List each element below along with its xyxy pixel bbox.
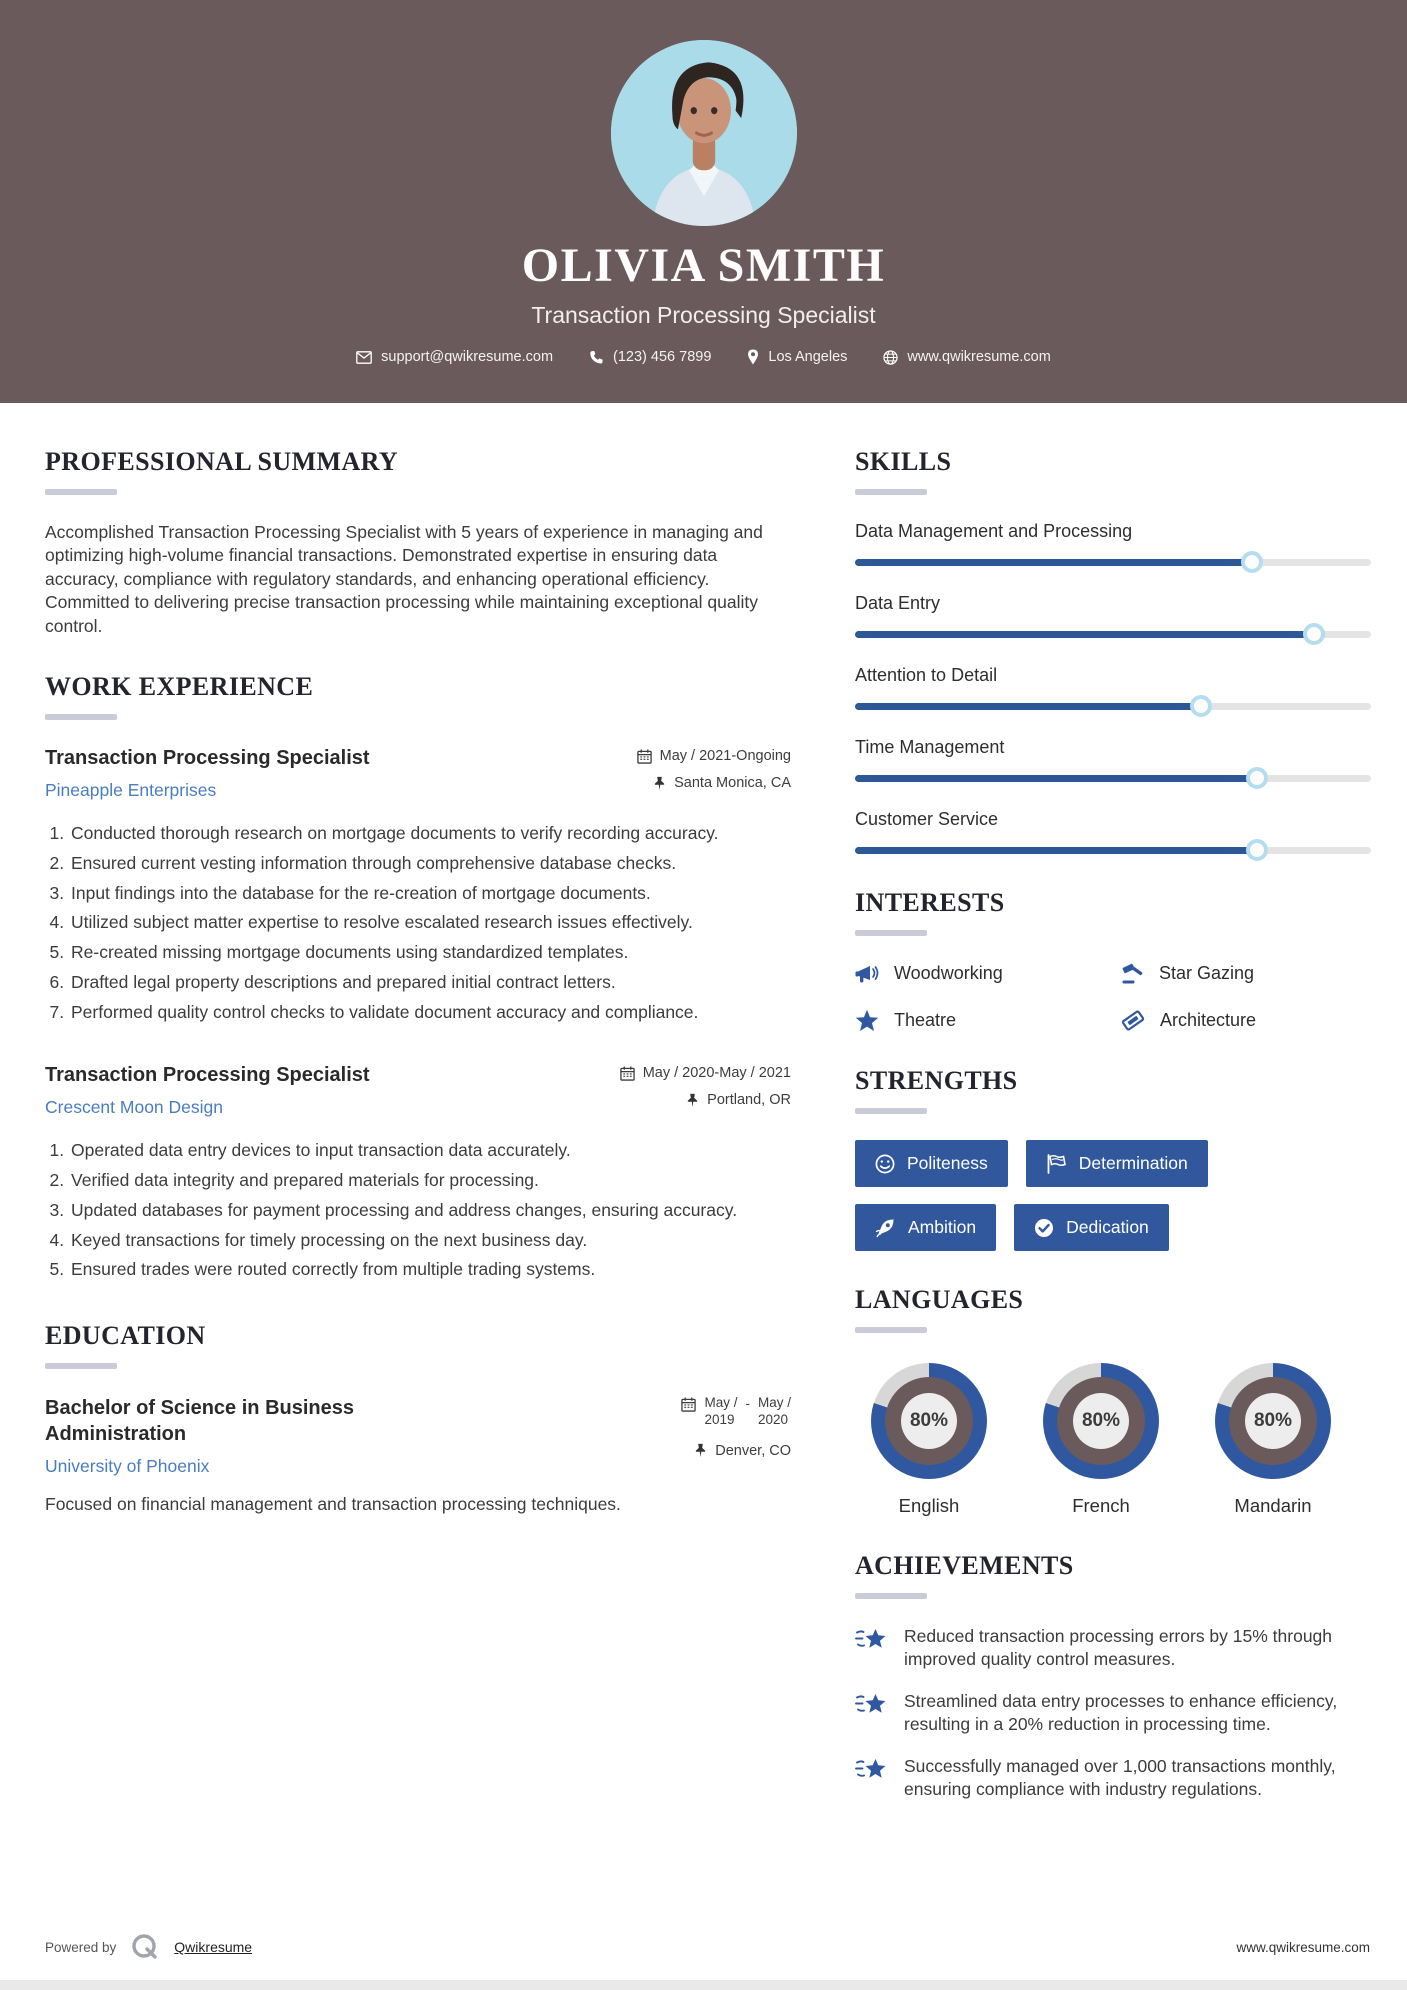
interest-woodworking xyxy=(855,962,1121,985)
bullet-item: 5. Re-created missing mortgage documents using standardized templates. xyxy=(69,941,791,964)
slider-handle[interactable] xyxy=(1190,695,1212,717)
donut-inner-ring xyxy=(1229,1377,1317,1465)
date-year: 2019 xyxy=(704,1412,735,1428)
heading-rule xyxy=(855,489,927,495)
job-dates-text: May / 2020-May / 2021 xyxy=(642,1065,791,1082)
interest-architecture xyxy=(1121,1009,1371,1032)
heading-rule xyxy=(45,714,117,720)
interest-star-gazing xyxy=(1121,962,1371,985)
footer xyxy=(45,1932,1370,1962)
languages-heading: LANGUAGES xyxy=(855,1285,1024,1314)
section-achievements xyxy=(855,1551,1371,1802)
bullet-item: 3. Input findings into the database for the re-creation of mortgage documents. xyxy=(69,882,791,905)
section-strengths xyxy=(855,1066,1371,1251)
bullet-item: 1. Conducted thorough research on mortgage documents to verify recording accuracy. xyxy=(69,822,791,845)
section-interests xyxy=(855,888,1371,1032)
section-languages xyxy=(855,1285,1371,1517)
languages-row xyxy=(855,1359,1371,1517)
education-heading: EDUCATION xyxy=(45,1321,206,1351)
powered-by-label: Powered by xyxy=(45,1939,117,1955)
calendar-icon xyxy=(681,1397,696,1412)
skill-row xyxy=(855,521,1371,566)
location-pin-icon xyxy=(747,349,759,365)
envelope-icon xyxy=(356,351,372,364)
contact-location-text: Los Angeles xyxy=(768,349,848,365)
job-1-title-block xyxy=(45,746,370,801)
job-2-location xyxy=(620,1092,791,1108)
heading-rule xyxy=(855,1108,927,1114)
job-2-meta xyxy=(620,1063,791,1119)
bullet-item: 4. Utilized subject matter expertise to resolve escalated research issues effectively. xyxy=(69,911,791,934)
interest-label: Woodworking xyxy=(894,963,1003,983)
job-title: Transaction Processing Specialist xyxy=(45,1064,370,1087)
contact-phone-text: (123) 456 7899 xyxy=(613,349,712,365)
slider-handle[interactable] xyxy=(1246,839,1268,861)
calendar-icon xyxy=(637,749,652,764)
experience-heading: WORK EXPERIENCE xyxy=(45,672,314,702)
job-2-title-block xyxy=(45,1063,370,1118)
bullet-item: 6. Drafted legal property descriptions and prepared initial contract letters. xyxy=(69,971,791,994)
strength-dedication-button[interactable] xyxy=(1014,1204,1169,1251)
date-month: May / xyxy=(757,1395,791,1411)
donut-inner-ring xyxy=(1057,1377,1145,1465)
slider-handle[interactable] xyxy=(1246,767,1268,789)
education-location xyxy=(681,1443,791,1459)
heading-rule xyxy=(45,1363,117,1369)
skill-row xyxy=(855,809,1371,854)
language-mandarin xyxy=(1199,1363,1347,1517)
strength-label: Ambition xyxy=(908,1217,977,1237)
education-dates xyxy=(681,1395,791,1429)
job-location-text: Portland, OR xyxy=(707,1092,791,1109)
summary-text: Accomplished Transaction Processing Specialist with 5 years of experience in managing and optimizing high-volume financial transactions. Demonstrated expertise in ensuring data accuracy, compliance with regulatory standards, and enhancing operational efficiency. Committed to delivering precise transaction processing while maintaining exceptional quality control. xyxy=(45,522,763,636)
left-column xyxy=(45,447,791,1551)
education-date-end xyxy=(758,1395,791,1429)
skill-slider[interactable] xyxy=(855,775,1371,782)
language-french xyxy=(1027,1363,1175,1517)
job-1-dates xyxy=(637,748,791,764)
skill-slider[interactable] xyxy=(855,631,1371,638)
interest-label: Star Gazing xyxy=(1159,963,1255,983)
achievement-text: Reduced transaction processing errors by 15% through improved quality control measures. xyxy=(904,1626,1333,1670)
skill-slider[interactable] xyxy=(855,559,1371,566)
skill-fill xyxy=(855,703,1201,710)
strength-label: Determination xyxy=(1078,1153,1188,1173)
bullet-item: 2. Verified data integrity and prepared materials for processing. xyxy=(69,1169,791,1192)
donut-percent: 80% xyxy=(1073,1393,1129,1449)
main-content xyxy=(0,403,1407,1836)
job-2-head xyxy=(45,1063,791,1119)
right-column xyxy=(855,447,1371,1836)
language-donut-chart xyxy=(871,1363,987,1479)
skill-label: Customer Service xyxy=(855,809,999,829)
donut-percent: 80% xyxy=(1245,1393,1301,1449)
heading-rule xyxy=(45,489,117,495)
interest-label: Theatre xyxy=(894,1010,957,1030)
job-1-bullets xyxy=(45,822,791,1023)
strength-label: Dedication xyxy=(1066,1217,1149,1237)
bullet-item: 4. Keyed transactions for timely processing on the next business day. xyxy=(69,1229,791,1252)
pushpin-icon xyxy=(686,1093,699,1108)
strengths-heading: STRENGTHS xyxy=(855,1066,1018,1095)
job-entry-2 xyxy=(45,1063,791,1281)
pushpin-icon xyxy=(653,776,666,791)
section-professional-summary xyxy=(45,447,791,638)
gavel-icon xyxy=(1121,962,1144,985)
job-entry-1 xyxy=(45,746,791,1023)
check-circle-icon xyxy=(1034,1218,1054,1238)
job-1-head xyxy=(45,746,791,802)
contact-location[interactable] xyxy=(747,349,847,365)
person-job-title: Transaction Processing Specialist xyxy=(531,302,876,328)
strength-determination-button[interactable] xyxy=(1026,1140,1208,1187)
shooting-star-icon xyxy=(855,1692,887,1719)
skill-slider[interactable] xyxy=(855,703,1371,710)
interest-label: Architecture xyxy=(1160,1010,1257,1030)
language-label: Mandarin xyxy=(1234,1495,1312,1516)
skill-slider[interactable] xyxy=(855,847,1371,854)
skill-row xyxy=(855,665,1371,710)
contact-phone[interactable] xyxy=(589,349,711,365)
qwikresume-logo xyxy=(130,1932,160,1962)
slider-handle[interactable] xyxy=(1241,551,1263,573)
powered-by-block xyxy=(45,1932,252,1962)
job-dates-text: May / 2021-Ongoing xyxy=(659,748,791,765)
section-skills xyxy=(855,447,1371,854)
job-title: Transaction Processing Specialist xyxy=(45,747,370,770)
heading-rule xyxy=(855,1593,927,1599)
language-donut-chart xyxy=(1043,1363,1159,1479)
skill-fill xyxy=(855,631,1314,638)
job-2-dates xyxy=(620,1065,791,1081)
avatar xyxy=(611,40,797,226)
achievement-item xyxy=(855,1690,1371,1736)
education-location-text: Denver, CO xyxy=(715,1442,791,1459)
slider-handle[interactable] xyxy=(1303,623,1325,645)
interests-heading: INTERESTS xyxy=(855,888,1005,917)
donut-inner-ring xyxy=(885,1377,973,1465)
job-1-meta xyxy=(637,746,791,802)
phone-icon xyxy=(589,350,604,365)
skill-fill xyxy=(855,847,1257,854)
achievement-item xyxy=(855,1755,1371,1801)
skill-label: Time Management xyxy=(855,737,1005,757)
contact-website[interactable] xyxy=(883,349,1050,365)
skill-label: Data Entry xyxy=(855,593,941,613)
footer-website: www.qwikresume.com xyxy=(1236,1939,1370,1955)
date-month: May / xyxy=(704,1395,738,1411)
skill-row xyxy=(855,737,1371,782)
company-link[interactable]: Crescent Moon Design xyxy=(45,1097,223,1118)
education-entry xyxy=(45,1395,791,1477)
shooting-star-icon xyxy=(855,1627,887,1654)
education-title-block xyxy=(45,1395,445,1477)
language-label: French xyxy=(1072,1495,1130,1516)
education-meta xyxy=(681,1395,791,1459)
summary-heading: PROFESSIONAL SUMMARY xyxy=(45,447,399,476)
job-location-text: Santa Monica, CA xyxy=(674,775,791,792)
strength-ambition-button[interactable] xyxy=(855,1204,996,1251)
strength-politeness-button[interactable] xyxy=(855,1140,1008,1187)
interest-grid xyxy=(855,962,1371,1032)
degree-title: Bachelor of Science in Business Administration xyxy=(45,1397,354,1446)
language-label: English xyxy=(898,1495,960,1516)
date-separator: - xyxy=(745,1396,750,1412)
bullet-item: 2. Ensured current vesting information through comprehensive database checks. xyxy=(69,852,791,875)
achievement-text: Streamlined data entry processes to enhance efficiency, resulting in a 20% reduction in processing time. xyxy=(904,1691,1338,1735)
skill-fill xyxy=(855,559,1252,566)
education-description: Focused on financial management and transaction processing techniques. xyxy=(45,1494,621,1515)
contact-email[interactable] xyxy=(356,349,553,365)
skill-row xyxy=(855,593,1371,638)
skills-heading: SKILLS xyxy=(855,447,952,476)
rocket-icon xyxy=(875,1217,896,1238)
globe-icon xyxy=(883,350,898,365)
flag-icon xyxy=(1046,1154,1067,1174)
qwikresume-link[interactable]: Qwikresume xyxy=(174,1939,253,1955)
education-date-start xyxy=(704,1395,737,1429)
contact-website-text: www.qwikresume.com xyxy=(907,349,1051,365)
donut-percent: 80% xyxy=(901,1393,957,1449)
language-donut-chart xyxy=(1215,1363,1331,1479)
achievement-item xyxy=(855,1625,1371,1671)
heading-rule xyxy=(855,930,927,936)
strengths-list xyxy=(855,1140,1335,1251)
section-education xyxy=(45,1321,791,1516)
date-year: 2020 xyxy=(757,1412,789,1428)
profile-photo-illustration xyxy=(611,40,797,226)
pushpin-icon xyxy=(694,1443,707,1458)
contact-email-text: support@qwikresume.com xyxy=(381,349,554,365)
language-english xyxy=(855,1363,1003,1517)
bullet-item: 5. Ensured trades were routed correctly from multiple trading systems. xyxy=(69,1258,791,1281)
bullet-item: 7. Performed quality control checks to validate document accuracy and compliance. xyxy=(69,1001,791,1024)
star-icon xyxy=(855,1009,879,1032)
contact-row xyxy=(0,349,1407,365)
skill-label: Data Management and Processing xyxy=(855,521,1133,541)
heading-rule xyxy=(855,1327,927,1333)
company-link[interactable]: Pineapple Enterprises xyxy=(45,780,217,801)
achievement-text: Successfully managed over 1,000 transactions monthly, ensuring compliance with industry regulations. xyxy=(904,1756,1336,1800)
achievements-heading: ACHIEVEMENTS xyxy=(855,1551,1074,1580)
shooting-star-icon xyxy=(855,1757,887,1784)
calendar-icon xyxy=(620,1066,635,1081)
header xyxy=(0,0,1407,403)
ticket-icon xyxy=(1121,1009,1145,1032)
interest-theatre xyxy=(855,1009,1121,1032)
bullet-item: 3. Updated databases for payment processing and address changes, ensuring accuracy. xyxy=(69,1199,791,1222)
school-link[interactable]: University of Phoenix xyxy=(45,1456,210,1477)
section-work-experience xyxy=(45,672,791,1281)
job-2-bullets xyxy=(45,1139,791,1281)
person-name: OLIVIA SMITH xyxy=(521,239,886,292)
bullet-item: 1. Operated data entry devices to input transaction data accurately. xyxy=(69,1139,791,1162)
megaphone-icon xyxy=(855,963,879,985)
strength-label: Politeness xyxy=(907,1153,988,1173)
smiley-icon xyxy=(875,1154,895,1174)
job-1-location xyxy=(637,775,791,791)
skill-fill xyxy=(855,775,1257,782)
skill-label: Attention to Detail xyxy=(855,665,998,685)
